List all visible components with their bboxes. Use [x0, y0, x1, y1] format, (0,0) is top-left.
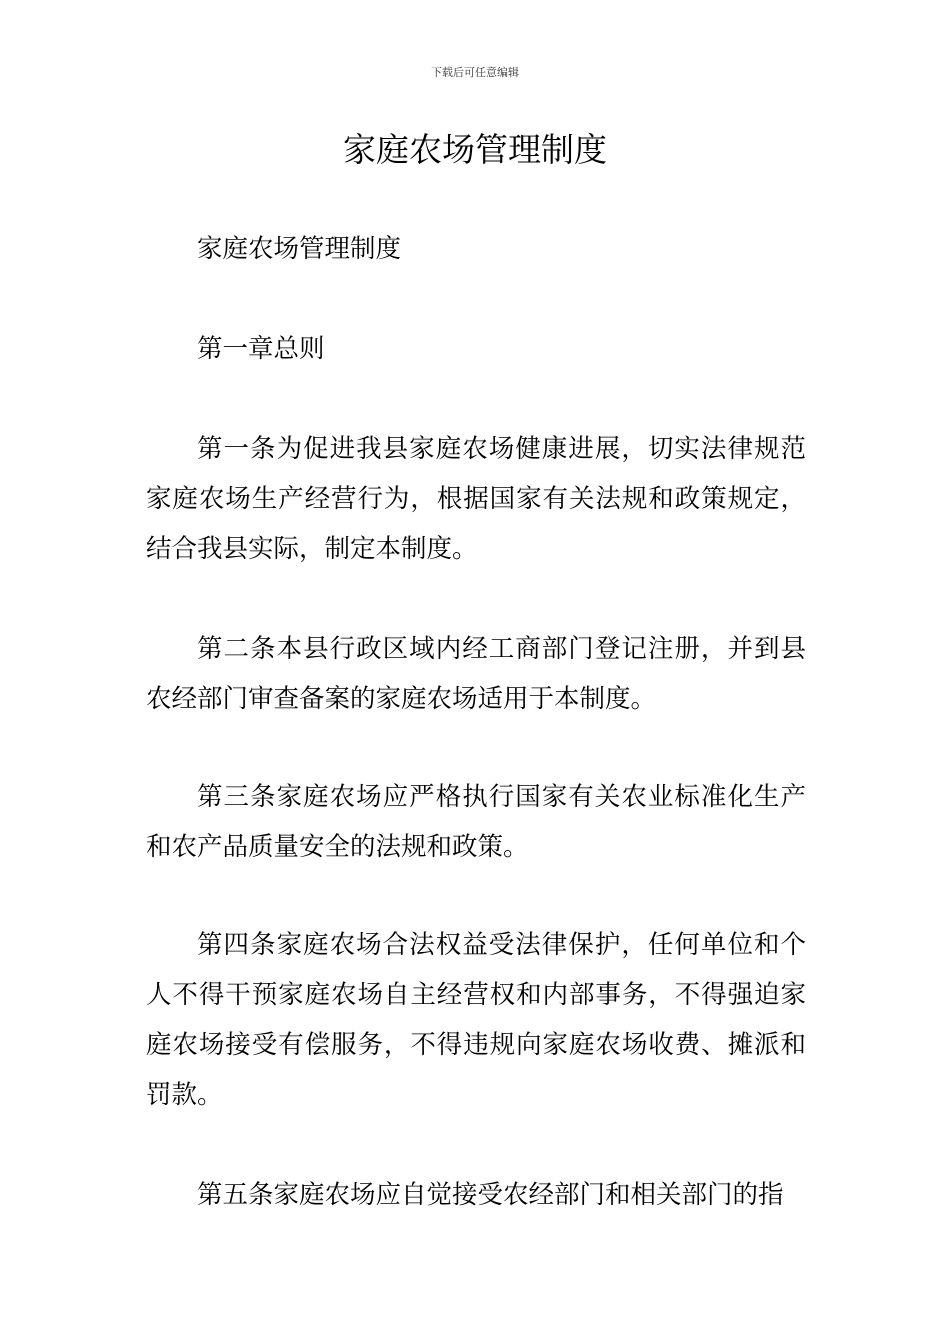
- paragraph-subtitle: 家庭农场管理制度: [197, 234, 402, 264]
- paragraph-article-3: 第三条家庭农场应严格执行国家有关农业标准化生产和农产品质量安全的法规和政策。: [146, 782, 806, 862]
- header-note: 下载后可任意编辑: [431, 66, 519, 79]
- paragraph-chapter-heading: 第一章总则: [197, 334, 325, 364]
- document-title: 家庭农场管理制度: [343, 130, 607, 169]
- paragraph-article-1: 第一条为促进我县家庭农场健康进展，切实法律规范家庭农场生产经营行为，根据国家有关法规和政策规定，结合我县实际，制定本制度。: [146, 434, 806, 564]
- paragraph-article-2: 第二条本县行政区域内经工商部门登记注册，并到县农经部门审查备案的家庭农场适用于本制度。: [146, 634, 806, 714]
- paragraph-article-4: 第四条家庭农场合法权益受法律保护，任何单位和个人不得干预家庭农场自主经营权和内部事务，不得强迫家庭农场接受有偿服务，不得违规向家庭农场收费、摊派和罚款。: [146, 930, 806, 1110]
- paragraph-article-5: 第五条家庭农场应自觉接受农经部门和相关部门的指: [197, 1180, 784, 1210]
